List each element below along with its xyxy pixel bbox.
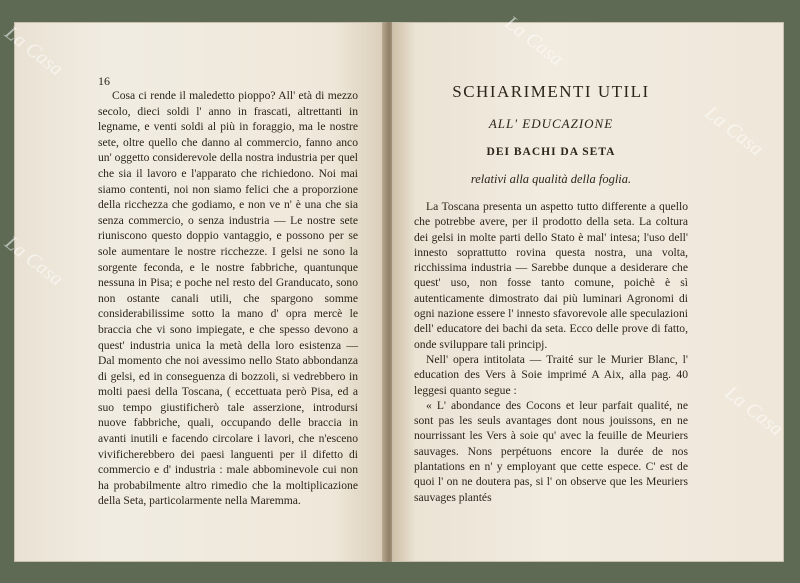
- watermark: La Casa: [0, 21, 68, 81]
- page-title: SCHIARIMENTI UTILI: [452, 82, 650, 101]
- right-page: [392, 22, 784, 562]
- watermark: La Casa: [0, 231, 68, 291]
- watermark: La Casa: [720, 381, 788, 441]
- page-number: 16: [98, 74, 110, 88]
- right-paragraph-3: « L' abondance des Cocons et leur parfait qualité, ne sont pas les seuls avantages dont nous jouissons, en ne nourrissant les Vers à soie qu' avec la feuille de Meuriers sauvages. Nons perpétuons encore la durée de nos plantations en n' y employant que cette espece. C' est de quoi l' on ne doutera pas, si l' on observe que les Meuriers sauvages plantés: [414, 398, 688, 504]
- watermark: La Casa: [700, 101, 768, 161]
- watermark: La Casa: [500, 11, 568, 71]
- section-heading: DEI BACHI DA SETA: [486, 146, 616, 158]
- left-page-text: [98, 88, 358, 509]
- right-page-content: [414, 82, 688, 505]
- open-book: [14, 22, 784, 562]
- right-paragraph-2: Nell' opera intitolata — Traité sur le Murier Blanc, l' education des Vers à Soie imprimé A Aix, alla pag. 40 leggesi quanto segue :: [414, 352, 688, 397]
- left-paragraph: Cosa ci rende il maledetto pioppo? All' età di mezzo secolo, dieci soldi l' anno in frascati, altrettanti in legname, e venti soldi al più in foraggio, ma le nostre sete, oltre quello che danno al commercio, fanno anco un' oggetto considerevole della nostra industria per quel che sia il lavoro e l'apparato che richiedono. Noi mai siamo contenti, noi non siamo felici che a proporzione della ricchezza che godiamo, e non ve n' è una che sia senza commercio, o senza industria — Le nostre sete riuniscono questo doppio vantaggio, e possono per se sole aumentare le nostre ricchezze. I gelsi ne sono la sorgente feconda, e le nostre fabbriche, quantunque nessuna in Pisa; e poche nel resto del Granducato, sono non ostante canali utili, che spargono somme considerabilissime sotto la mano d' opra mercè le braccia che vi sono impiegate, e che spesso devono a quest' industria unica la metà della loro esistenza — Dal momento che noi avessimo nello Stato abbondanza di gelsi, ed in conseguenza di bozzoli, si vedrebbero in molti paesi della Toscana, ( eccettuata però Pisa, ed a suo tempo giustificherò tale asserzione, introdursi nuove fabbriche, quali, occupando delle braccia in avanti inutili e facendo circolare i lavori, che n'esceno vivificherebbero dei paesi languenti per il difetto di commercio e d' industria : male abbominevole cui non ha probabilmente altro rimedio che la moltiplicazione della Seta, particolarmente nella Maremma.: [98, 89, 358, 508]
- left-page: [14, 22, 387, 562]
- section-caption: relativi alla qualità della foglia.: [470, 172, 632, 186]
- page-subtitle: ALL' EDUCAZIONE: [488, 116, 614, 131]
- right-paragraph-1: La Toscana presenta un aspetto tutto differente a quello che potrebbe avere, per il prodotto della seta. La coltura dei gelsi in molte parti dello Stato è mal' intesa; l'uso dell' innesto soprattutto rovina questa nostra, una volta, ricchissima industria — Sarebbe dunque a desiderare che quest' uso, non fosse tanto comune, poichè è sì autenticamente dimostrato dai più luminari Agronomi di ogni nazione essere l' innesto sfavorevole alle speculazioni dell' educatore dei bachi da seta. Ecco delle prove di fatto, onde sviluppare tali principj.: [414, 200, 688, 351]
